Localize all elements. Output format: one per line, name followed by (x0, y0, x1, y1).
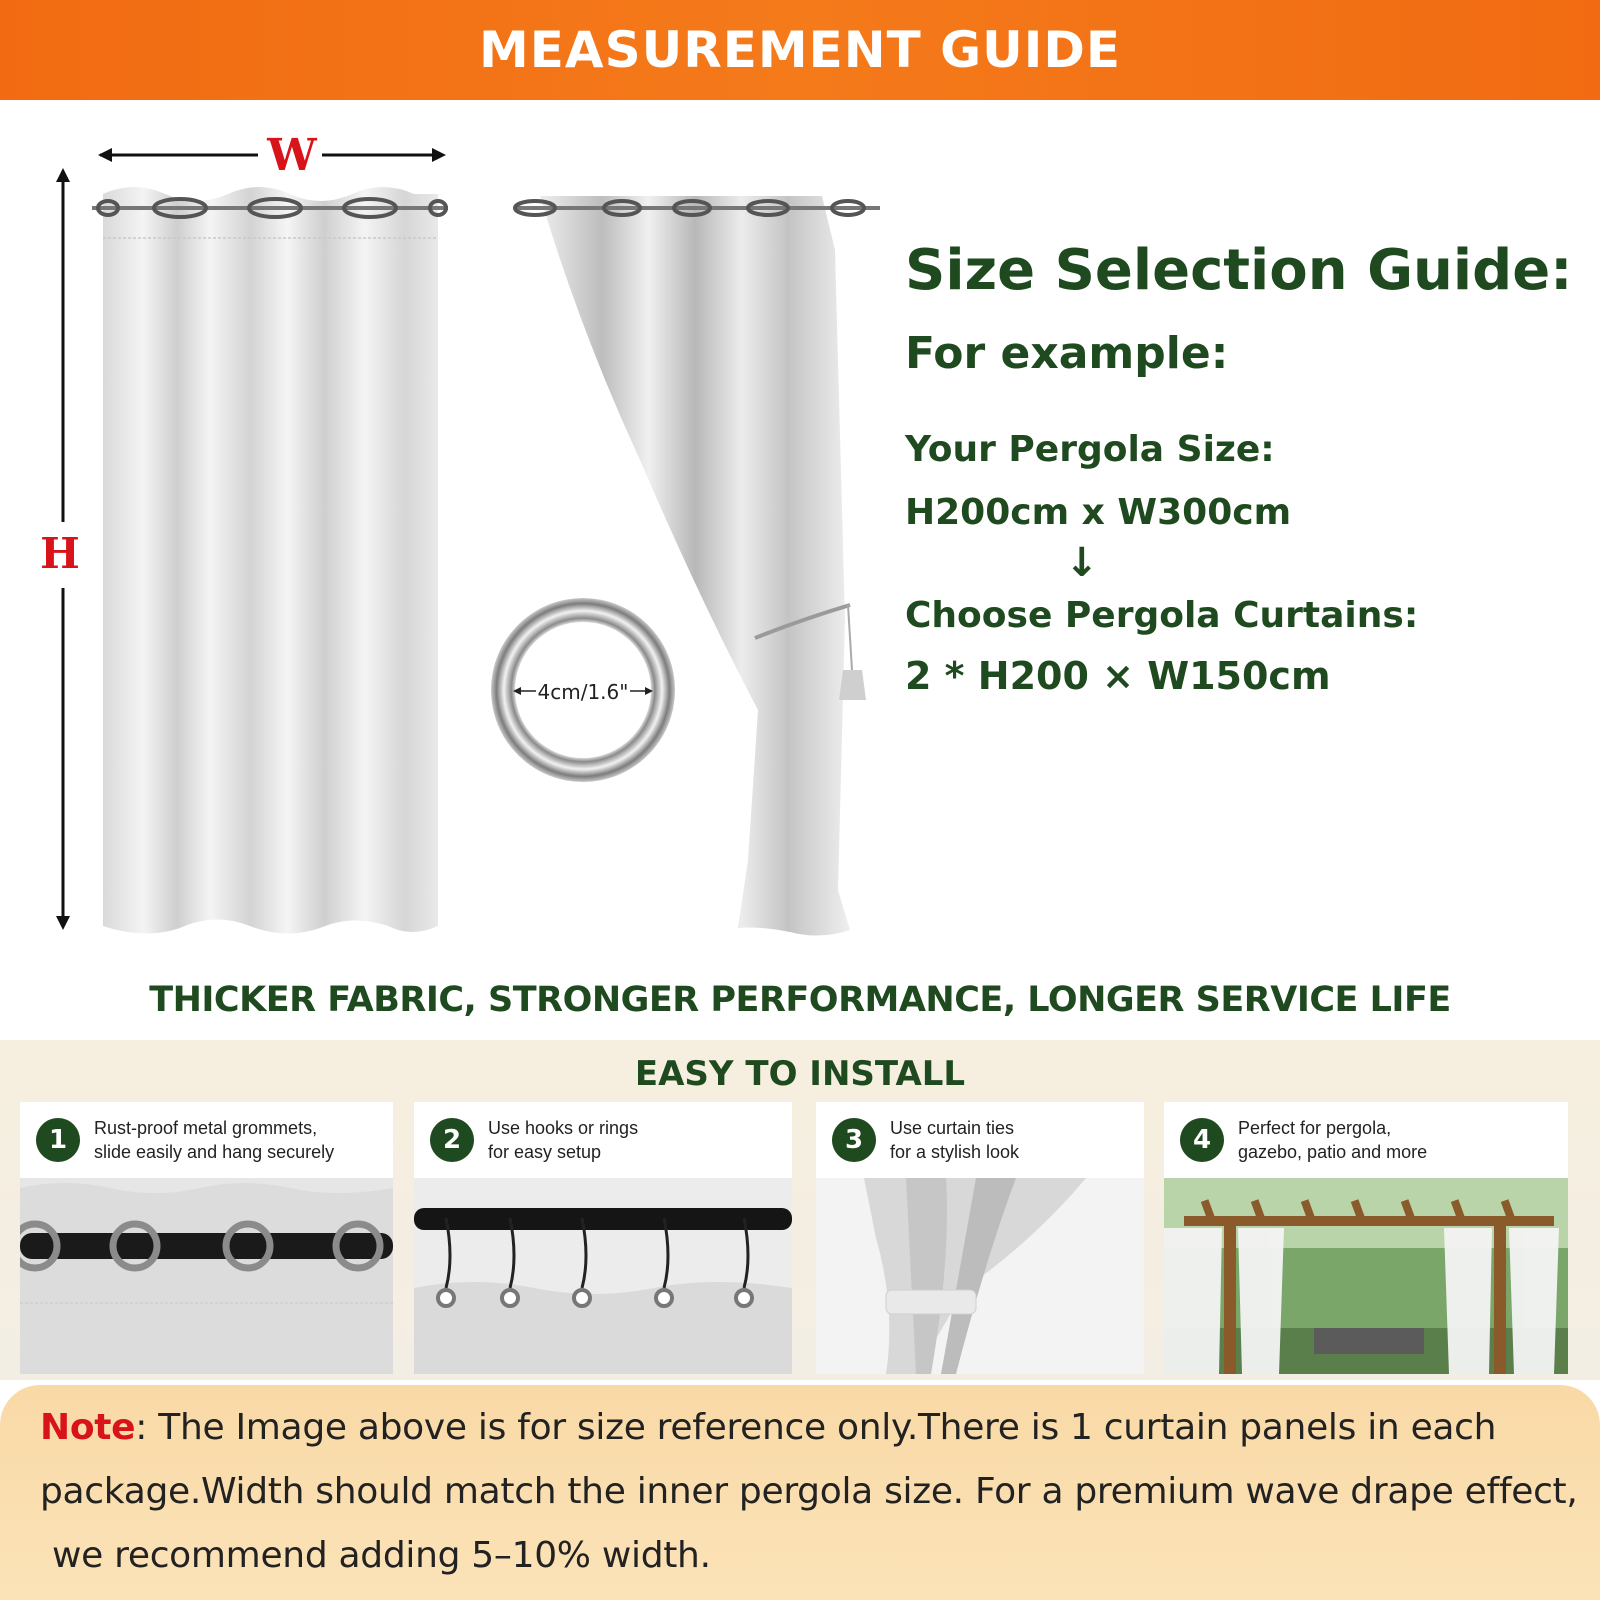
install-step-4 (1164, 1102, 1568, 1374)
size-selection-guide (905, 240, 1585, 698)
install-section (0, 1040, 1600, 1380)
note-text-line-1: : The Image above is for size reference only.There is 1 curtain panels in each (135, 1407, 1497, 1448)
pergola-photo (1164, 1178, 1568, 1374)
page-title: MEASUREMENT GUIDE (478, 21, 1122, 79)
feature-tagline: THICKER FABRIC, STRONGER PERFORMANCE, LONGER SERVICE LIFE (149, 980, 1451, 1020)
choose-curtains-label: Choose Pergola Curtains: (905, 594, 1419, 636)
step-number: 1 (36, 1118, 80, 1162)
step-text-line: Perfect for pergola, (1238, 1117, 1392, 1138)
step-number: 2 (430, 1118, 474, 1162)
pergola-size-value: H200cm x W300cm (905, 491, 1292, 533)
step-text-line: for easy setup (488, 1142, 602, 1162)
step-number: 3 (832, 1118, 876, 1162)
choose-curtains-value: 2 * H200 × W150cm (905, 653, 1331, 698)
step-text-line: gazebo, patio and more (1238, 1142, 1428, 1162)
curtain-measurement-diagram (0, 100, 880, 980)
header-bar (0, 0, 1600, 100)
install-step-3 (816, 1102, 1144, 1374)
size-guide-title: Size Selection Guide: (905, 238, 1573, 303)
grommet-closeup-image (20, 1178, 393, 1374)
note-label: Note (40, 1407, 136, 1448)
install-step-1 (20, 1102, 393, 1374)
step-text-line: Rust-proof metal grommets, (94, 1117, 318, 1138)
curtain-panel-flat (103, 187, 438, 934)
curtain-tie-image (816, 1178, 1144, 1374)
note-text-line-2: package.Width should match the inner pergola size. For a premium wave drape effect, (40, 1471, 1578, 1512)
curtain-panel-draped (537, 196, 850, 936)
grommet-size-label: 4cm/1.6" (537, 680, 629, 704)
step-text-line: Use hooks or rings (488, 1117, 639, 1138)
width-label: W (267, 130, 317, 181)
hooks-rings-image (414, 1178, 792, 1374)
step-number: 4 (1180, 1118, 1224, 1162)
example-label: For example: (905, 327, 1229, 379)
down-arrow-icon: ↓ (1065, 539, 1099, 586)
step-text-line: for a stylish look (890, 1142, 1020, 1162)
step-text-line: Use curtain ties (890, 1117, 1015, 1138)
step-text-line: slide easily and hang securely (94, 1142, 335, 1162)
note-box (0, 1385, 1600, 1600)
install-step-2 (414, 1102, 792, 1374)
install-title: EASY TO INSTALL (634, 1054, 966, 1094)
height-label: H (40, 529, 80, 578)
note-text-line-3: we recommend adding 5–10% width. (52, 1535, 711, 1576)
pergola-size-label: Your Pergola Size: (905, 428, 1275, 470)
